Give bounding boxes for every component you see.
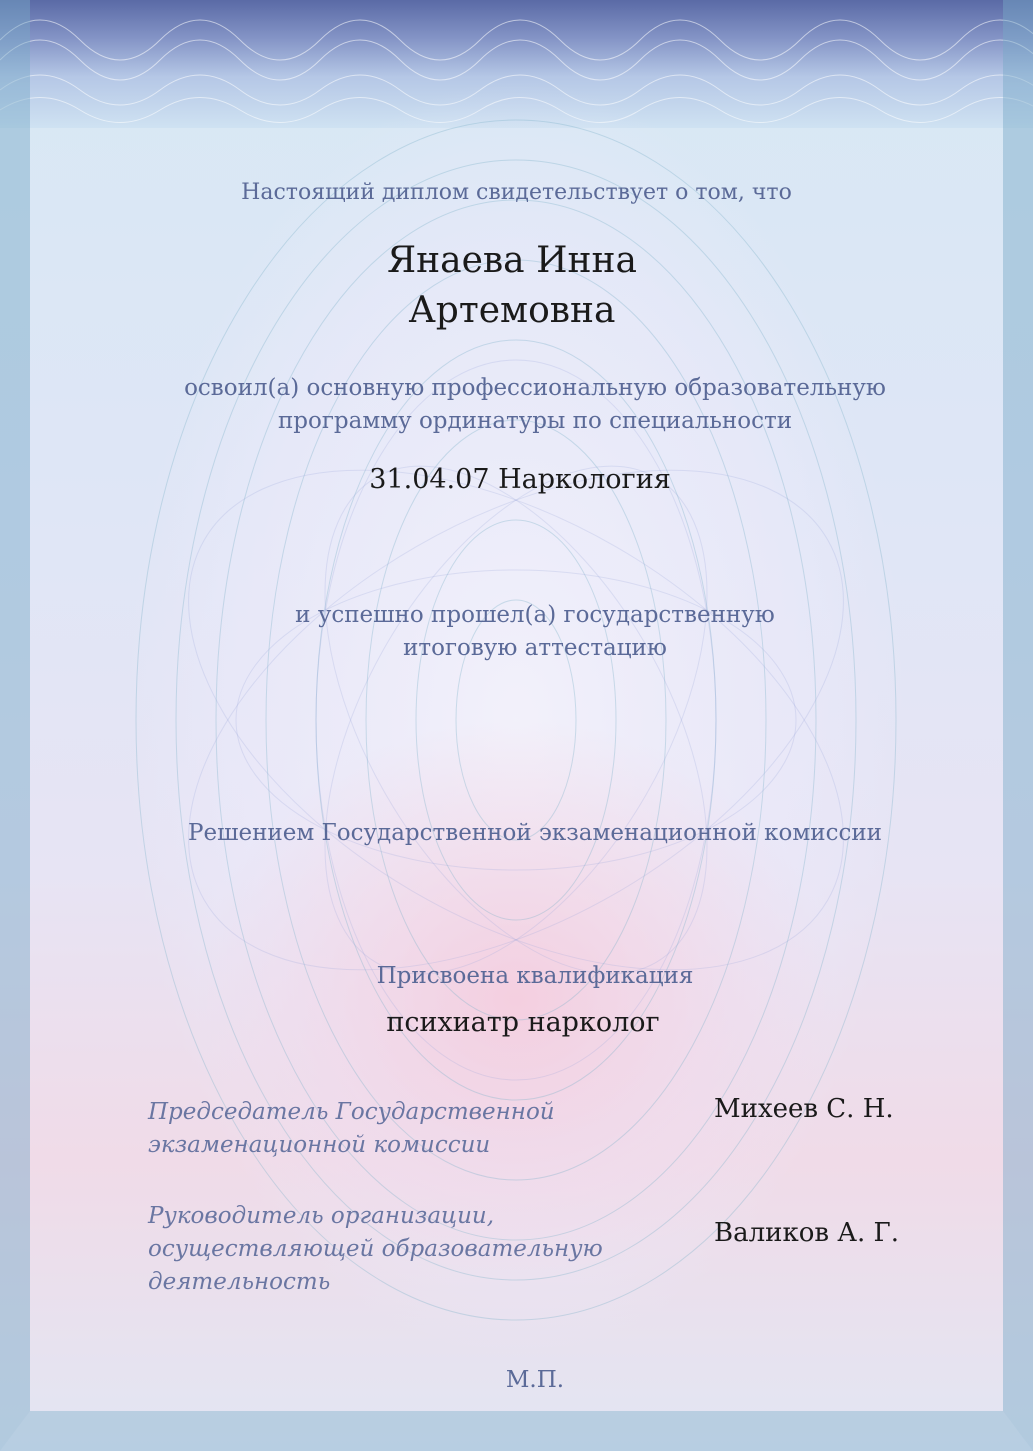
stamp-place-label: М.П. bbox=[505, 1367, 565, 1393]
specialty-value: 31.04.07 Наркология bbox=[369, 464, 671, 495]
attestation-line1: и успешно прошел(а) государственную bbox=[295, 602, 775, 628]
director-role-line1: Руководитель организации, bbox=[148, 1203, 495, 1229]
chairman-role-line2: экзаменационной комиссии bbox=[148, 1132, 491, 1158]
program-line1: освоил(а) основную профессиональную образовательную bbox=[184, 375, 886, 401]
director-role-line2: осуществляющей образовательную bbox=[148, 1236, 603, 1262]
chairman-name: Михеев С. Н. bbox=[714, 1094, 894, 1124]
decision-text: Решением Государственной экзаменационной комиссии bbox=[188, 820, 882, 846]
graduate-name-line2: Артемовна bbox=[408, 290, 616, 331]
director-role bbox=[148, 1200, 668, 1299]
graduate-name-line1: Янаева Инна bbox=[387, 240, 637, 281]
attestation-line2: итоговую аттестацию bbox=[403, 635, 667, 661]
chairman-role-line1: Председатель Государственной bbox=[148, 1099, 555, 1125]
director-name: Валиков А. Г. bbox=[714, 1218, 899, 1248]
program-line2: программу ординатуры по специальности bbox=[277, 408, 793, 434]
qualification-value: психиатр нарколог bbox=[386, 1007, 660, 1038]
director-role-line3: деятельность bbox=[148, 1269, 331, 1295]
chairman-role bbox=[148, 1096, 668, 1162]
intro-text: Настоящий диплом свидетельствует о том, что bbox=[241, 180, 792, 205]
qualification-label: Присвоена квалификация bbox=[376, 963, 694, 989]
